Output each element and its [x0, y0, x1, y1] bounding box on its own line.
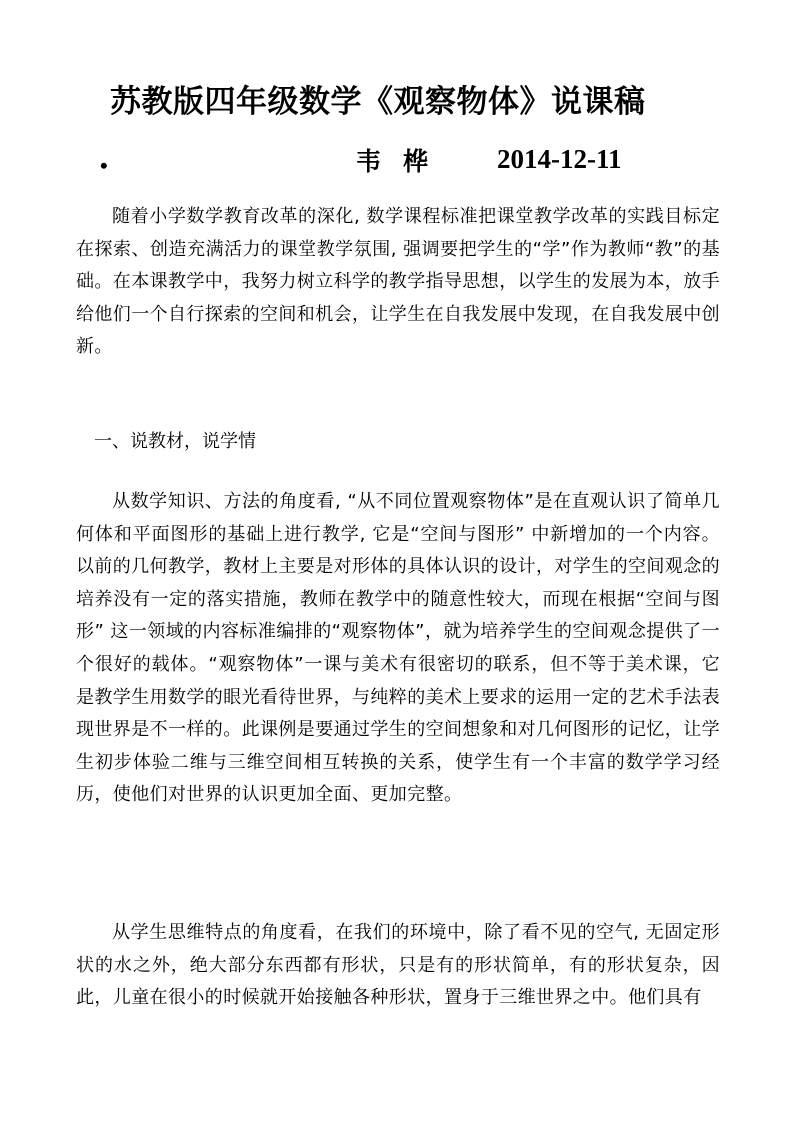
intro-paragraph: 随着小学数学教育改革的深化, 数学课程标准把课堂教学改革的实践目标定在探索、创造充满活力的课堂教学氛围, 强调要把学生的“学”作为教师“教”的基础。在本课教学中，我努力树立科学的教学指导思想，以学生的发展为本，放手给他们一个自行探索的空间和机会，让学生在自我发展中发现，在自我发展中创新。 [76, 206, 720, 358]
textbook-paragraph: 从数学知识、方法的角度看, “从不同位置观察物体”是在直观认识了简单几何体和平面图形的基础上进行教学, 它是“空间与图形” 中新增加的一个内容。以前的几何教学，教材上主要是对形体的具体认识的设计，对学生的空间观念的培养没有一定的落实措施，教师在教学中的随意性较大，而现在根据“空间与图形” 这一领域的内容标准编排的“观察物体”，就为培养学生的空间观念提供了一个很好的载体。“观察物体”一课与美术有很密切的联系，但不等于美术课，它是教学生用数学的眼光看待世界，与纯粹的美术上要求的运用一定的艺术手法表现世界是不一样的。此课例是要通过学生的空间想象和对几何图形的记忆，让学生初步体验二维与三维空间相互转换的关系，使学生有一个丰富的数学学习经历，使他们对世界的认识更加全面、更加完整。 [76, 491, 720, 806]
student-thinking-paragraph: 从学生思维特点的角度看，在我们的环境中，除了看不见的空气, 无固定形状的水之外，绝大部分东西都有形状，只是有的形状简单，有的形状复杂，因此，儿童在很小的时候就开始接触各种形状，置身于三维世界之中。他们具有 [76, 922, 720, 1009]
document-title: 苏教版四年级数学《观察物体》说课稿 [110, 84, 646, 120]
bullet-marker: • [100, 153, 108, 178]
document-date: 2014-12-11 [497, 144, 622, 174]
section-heading: 一、说教材，说学情 [94, 431, 256, 452]
author-name: 韦桦 [356, 147, 451, 176]
